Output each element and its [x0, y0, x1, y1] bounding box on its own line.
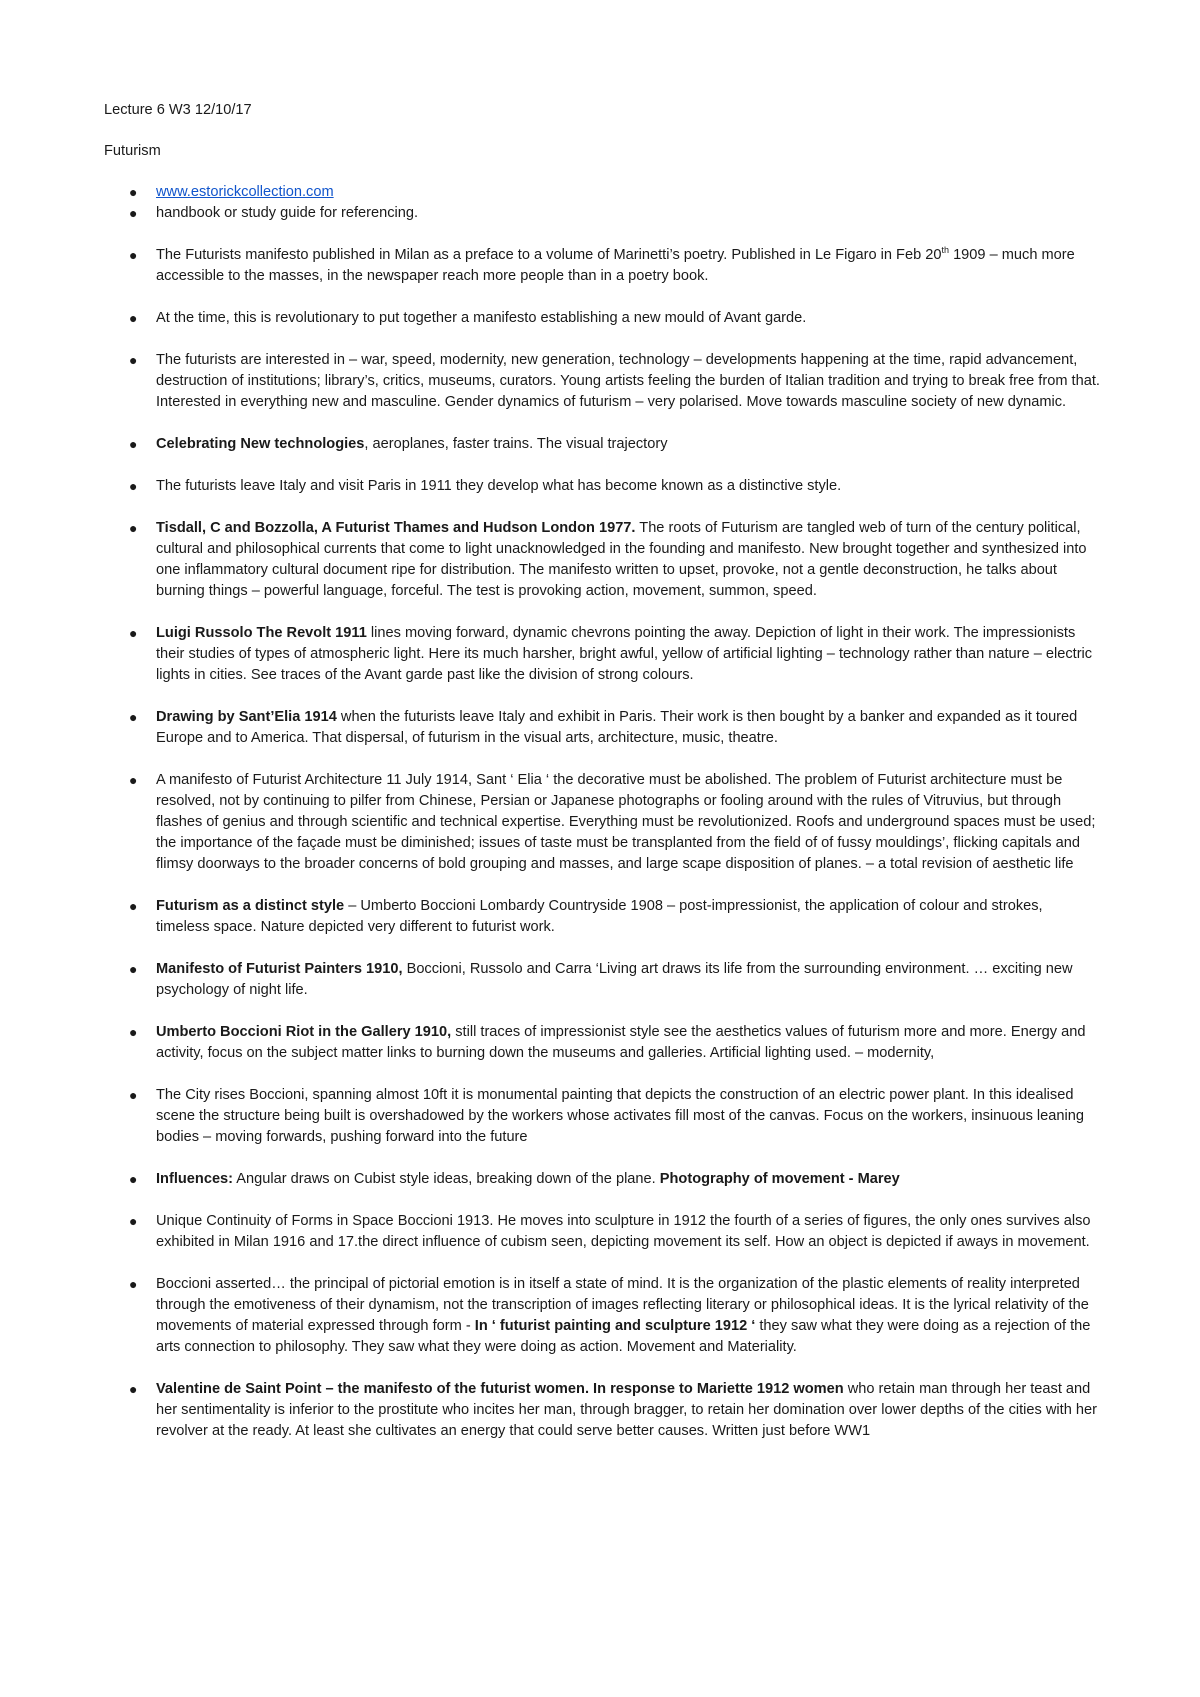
note-bold: In ‘ futurist painting and sculpture 1912 ‘	[474, 1318, 756, 1334]
note-text: handbook or study guide for referencing.	[156, 205, 419, 221]
notes-list	[104, 182, 1100, 1442]
list-item	[104, 182, 1100, 203]
bullet-icon: ●	[129, 205, 138, 221]
bullet-icon: ●	[129, 961, 138, 977]
list-item	[104, 1274, 1100, 1358]
bullet-icon: ●	[129, 1087, 138, 1103]
list-item	[104, 350, 1100, 413]
note-text: – Umberto Boccioni Lombardy Countryside 1908 – post-impressionist, the application of colour and strokes, timeless space. Nature depicted very different to futurist work.	[156, 898, 1043, 935]
list-item	[104, 245, 1100, 287]
note-text: still traces of impressionist style see the aesthetics values of futurism more and more. Energy and activity, focus on the subject matter links to burning down the museums and galleries. Artificial lighting used. – modernity,	[156, 1024, 1086, 1061]
note-text: Boccioni asserted… the principal of pictorial emotion is in itself a state of mind. It is the organization of the plastic elements of reality interpreted through the emotiveness of their dynamism, not the transcription of images reflecting literary or philosophical ideas. It is the lyrical relativity of the movements of material expressed through form -	[156, 1276, 1089, 1334]
note-text: 1909 – much more accessible to the masses, in the newspaper reach more people than in a poetry book.	[156, 247, 1075, 284]
note-bold: Celebrating New technologies	[156, 436, 365, 452]
bullet-icon: ●	[129, 1276, 138, 1292]
note-text: The roots of Futurism are tangled web of turn of the century political, cultural and philosophical currents that come to light unacknowledged in the founding and manifesto. New brought together and synthesized into one inflammatory cultural document ripe for distribution. The manifesto written to upset, provoke, not a gentle deconstruction, he talks about burning things – powerful language, forceful. The test is provoking action, movement, summon, speed.	[156, 520, 1087, 599]
bullet-icon: ●	[129, 898, 138, 914]
list-item	[104, 476, 1100, 497]
list-item	[104, 707, 1100, 749]
list-item	[104, 203, 1100, 224]
note-bold: Tisdall, C and Bozzolla, A Futurist Thames and Hudson London 1977.	[156, 520, 636, 536]
list-item	[104, 1169, 1100, 1190]
list-item	[104, 434, 1100, 455]
note-text: The City rises Boccioni, spanning almost 10ft it is monumental painting that depicts the construction of an electric power plant. In this idealised scene the structure being built is overshadowed by the workers whose activates fill most of the canvas. Focus on the workers, insinuous leaning bodies – moving forwards, pushing forward into the future	[156, 1087, 1084, 1145]
list-item	[104, 623, 1100, 686]
bullet-icon: ●	[129, 310, 138, 326]
note-text: when the futurists leave Italy and exhibit in Paris. Their work is then bought by a banker and expanded as it toured Europe and to America. That dispersal, of futurism in the visual arts, architecture, music, theatre.	[156, 709, 1078, 746]
note-bold: Influences:	[156, 1171, 234, 1187]
note-bold: Luigi Russolo The Revolt 1911	[156, 625, 367, 641]
list-item	[104, 1211, 1100, 1253]
list-item	[104, 959, 1100, 1001]
bullet-icon: ●	[129, 247, 138, 263]
note-text: The futurists are interested in – war, speed, modernity, new generation, technology – developments happening at the time, rapid advancement, destruction of institutions; library’s, critics, museums, curators. Young artists feeling the burden of Italian tradition and trying to break free from that. Interested in everything new and masculine. Gender dynamics of futurism – very polarised. Move towards masculine society of new dynamic.	[156, 352, 1100, 410]
list-item	[104, 1022, 1100, 1064]
bullet-icon: ●	[129, 1381, 138, 1397]
page-title: Lecture 6 W3 12/10/17	[104, 102, 252, 118]
bullet-icon: ●	[129, 184, 138, 200]
bullet-icon: ●	[129, 1213, 138, 1229]
note-bold: Drawing by Sant’Elia 1914	[156, 709, 337, 725]
note-bold: Manifesto of Futurist Painters 1910,	[156, 961, 403, 977]
bullet-icon: ●	[129, 1024, 138, 1040]
note-bold: Valentine de Saint Point – the manifesto of the futurist women. In response to Mariette 1912 women	[156, 1381, 844, 1397]
note-text: who retain man through her teast and her sentimentality is inferior to the prostitute who incites her man, through bragger, to retain her domination over lower depths of the cities with her revolver at the ready. At least she cultivates an energy that could serve better causes. Written just before WW1	[156, 1381, 1097, 1439]
bullet-icon: ●	[129, 709, 138, 725]
estorick-link[interactable]: www.estorickcollection.com	[156, 184, 334, 200]
list-item	[104, 1085, 1100, 1148]
topic-heading: Futurism	[104, 143, 161, 159]
note-text: The futurists leave Italy and visit Paris in 1911 they develop what has become known as a distinctive style.	[156, 478, 842, 494]
superscript: th	[941, 245, 950, 256]
note-text: , aeroplanes, faster trains. The visual trajectory	[364, 436, 668, 452]
note-bold: Futurism as a distinct style	[156, 898, 345, 914]
list-item	[104, 518, 1100, 602]
note-bold: Umberto Boccioni Riot in the Gallery 1910,	[156, 1024, 452, 1040]
bullet-icon: ●	[129, 520, 138, 536]
note-text: they saw what they were doing as a rejection of the arts connection to philosophy. They saw what they were doing as action. Movement and Materiality.	[156, 1318, 1091, 1355]
note-text: The Futurists manifesto published in Milan as a preface to a volume of Marinetti’s poetry. Published in Le Figaro in Feb 20	[156, 247, 942, 263]
note-text: At the time, this is revolutionary to put together a manifesto establishing a new mould of Avant garde.	[156, 310, 807, 326]
note-bold: Photography of movement - Marey	[659, 1171, 900, 1187]
note-text: Unique Continuity of Forms in Space Boccioni 1913. He moves into sculpture in 1912 the fourth of a series of figures, the only ones survives also exhibited in Milan 1916 and 17.the direct influence of cubism seen, depicting movement its self. How an object is depicted if aways in movement.	[156, 1213, 1091, 1250]
bullet-icon: ●	[129, 436, 138, 452]
list-item	[104, 770, 1100, 875]
note-text: Angular draws on Cubist style ideas, breaking down of the plane.	[233, 1171, 660, 1187]
note-text: Boccioni, Russolo and Carra ‘Living art draws its life from the surrounding environment. … exciting new psychology of night life.	[156, 961, 1073, 998]
bullet-icon: ●	[129, 478, 138, 494]
note-text: A manifesto of Futurist Architecture 11 July 1914, Sant ‘ Elia ‘ the decorative must be abolished. The problem of Futurist architecture must be resolved, not by continuing to pilfer from Chinese, Persian or Japanese photographs or fooling around with the rules of Vitruvius, but through flashes of genius and through scientific and technical expertise. Everything must be revolutionized. Roofs and underground spaces must be used; the importance of the façade must be diminished; issues of taste must be transplanted from the field of of fussy mouldings’, flicking capitals and flimsy doorways to the broader concerns of bold grouping and masses, and large scape disposition of planes. – a total revision of aesthetic life	[156, 772, 1096, 872]
bullet-icon: ●	[129, 1171, 138, 1187]
bullet-icon: ●	[129, 772, 138, 788]
list-item	[104, 896, 1100, 938]
bullet-icon: ●	[129, 352, 138, 368]
bullet-icon: ●	[129, 625, 138, 641]
list-item	[104, 308, 1100, 329]
list-item	[104, 1379, 1100, 1442]
note-text: lines moving forward, dynamic chevrons pointing the away. Depiction of light in their work. The impressionists their studies of types of atmospheric light. Here its much harsher, bright awful, yellow of artificial lighting – technology rather than nature – electric lights in cities. See traces of the Avant garde past like the division of strong colours.	[156, 625, 1093, 683]
